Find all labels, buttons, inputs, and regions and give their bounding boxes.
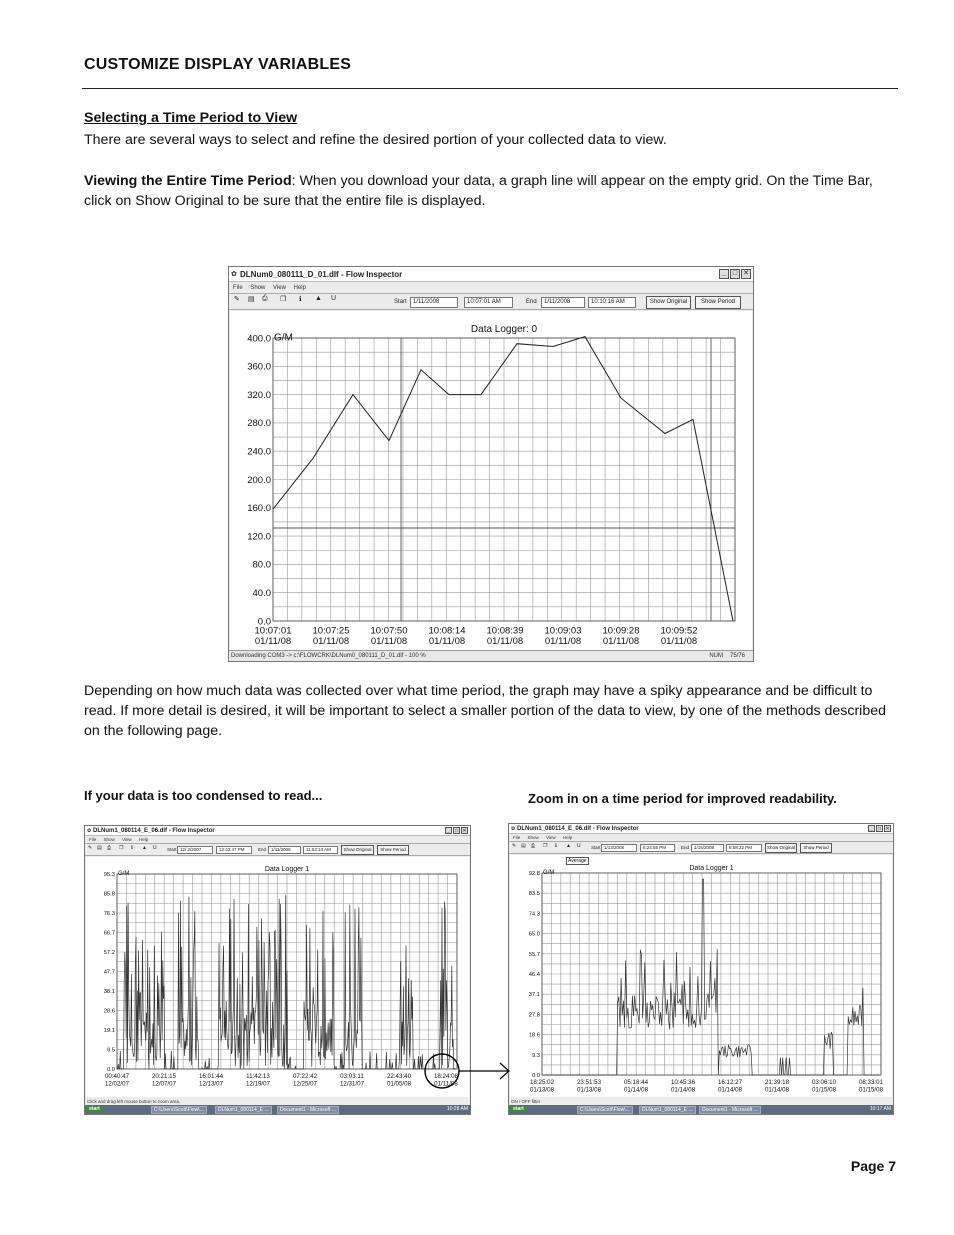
menu-view[interactable]: View bbox=[273, 285, 286, 291]
info-icon[interactable]: ℹ bbox=[131, 845, 133, 851]
x-tick-label: 01/13/08 bbox=[576, 1086, 602, 1094]
start-button[interactable]: start bbox=[86, 1106, 103, 1112]
app-icon: ✿ bbox=[87, 828, 92, 834]
x-tick-label: 01/11/08 bbox=[602, 636, 640, 647]
minimize-button[interactable]: _ bbox=[868, 825, 875, 832]
copy-icon[interactable]: ❐ bbox=[119, 845, 124, 851]
close-button[interactable]: ✕ bbox=[741, 269, 751, 279]
show-original-button[interactable]: Show Original bbox=[341, 845, 374, 855]
x-tick-label: 10:07:50 bbox=[370, 625, 408, 637]
title-bar bbox=[85, 826, 470, 836]
time-toolbar bbox=[509, 841, 893, 854]
y-tick-label: 57.2 bbox=[103, 950, 115, 957]
menu-bar bbox=[509, 834, 893, 841]
zoomed-flow-inspector-window bbox=[508, 823, 894, 1115]
end-date-field[interactable]: 1/11/2008 bbox=[268, 846, 301, 854]
y-tick-label: 360.0 bbox=[247, 361, 271, 373]
y-tick-label: 0.0 bbox=[531, 1073, 540, 1080]
x-tick-label: 12/31/07 bbox=[339, 1080, 365, 1088]
zoomed-chart[interactable] bbox=[510, 855, 892, 1097]
x-tick-label: 01/11/08 bbox=[312, 636, 350, 647]
condensed-chart-area[interactable] bbox=[86, 857, 469, 1097]
y-axis-label: G/M bbox=[274, 332, 293, 344]
show-period-button[interactable]: Show Period bbox=[800, 843, 832, 853]
y-tick-label: 55.7 bbox=[528, 951, 540, 958]
menu-file[interactable]: File bbox=[89, 837, 97, 842]
x-tick-label: 10:08:39 bbox=[486, 625, 524, 637]
close-button[interactable]: ✕ bbox=[462, 828, 467, 834]
y-tick-label: 9.5 bbox=[106, 1047, 115, 1054]
maximize-button[interactable]: □ bbox=[730, 269, 740, 279]
start-time-field[interactable]: 12:43:47 PM bbox=[216, 846, 252, 854]
x-tick-label: 01/15/08 bbox=[811, 1086, 837, 1094]
status-text: Click and drag left mouse button to zoom area. bbox=[87, 1099, 181, 1104]
viewing-entire-paragraph bbox=[84, 171, 896, 211]
status-text: Downloading COM3 -> c:\FLOWCRK\DLNum0_080111_D_01.dlf - 100 % bbox=[231, 653, 426, 659]
start-label: Start bbox=[591, 845, 601, 850]
y-tick-label: 18.6 bbox=[528, 1032, 540, 1039]
taskbar-clock: 10:28 AM bbox=[446, 1106, 468, 1112]
heading-rule bbox=[82, 88, 898, 89]
maximize-button[interactable]: □ bbox=[454, 828, 459, 834]
end-time-field[interactable]: 10:10:16 AM bbox=[588, 297, 636, 308]
y-tick-label: 46.4 bbox=[528, 972, 540, 979]
x-tick-label: 10:45:36 bbox=[670, 1079, 696, 1087]
menu-file[interactable]: File bbox=[233, 285, 243, 291]
print-icon[interactable]: ⎙ bbox=[262, 295, 268, 302]
page-heading: CUSTOMIZE DISPLAY VARIABLES bbox=[84, 56, 352, 73]
condensed-chart[interactable] bbox=[86, 857, 469, 1097]
condensed-flow-inspector-window bbox=[84, 825, 471, 1115]
x-tick-label: 12/25/07 bbox=[292, 1080, 318, 1088]
status-text: ON / OFF filter bbox=[511, 1099, 541, 1104]
taskbar bbox=[509, 1105, 893, 1114]
start-date-field[interactable]: 12/ 2/2007 bbox=[177, 846, 213, 854]
y-tick-label: 120.0 bbox=[247, 531, 271, 543]
y-tick-label: 40.0 bbox=[252, 588, 271, 600]
x-tick-label: 01/11/08 bbox=[254, 636, 292, 647]
y-tick-label: 80.0 bbox=[252, 559, 271, 571]
x-tick-label: 01/14/08 bbox=[717, 1086, 743, 1094]
minimize-button[interactable]: _ bbox=[719, 269, 729, 279]
print-icon[interactable]: ⎙ bbox=[107, 845, 112, 851]
info-icon[interactable]: ℹ bbox=[555, 843, 557, 849]
x-tick-label: 16:12:27 bbox=[717, 1079, 743, 1087]
end-date-field[interactable]: 1/11/2008 bbox=[541, 297, 585, 308]
menu-bar bbox=[229, 283, 753, 293]
chart-title: Data Logger 1 bbox=[264, 866, 310, 873]
x-tick-label: 03:06:10 bbox=[811, 1079, 837, 1087]
x-tick-label: 23:51:53 bbox=[576, 1079, 602, 1087]
y-tick-label: 320.0 bbox=[247, 389, 271, 401]
menu-bar bbox=[85, 836, 470, 843]
record-count: 75/76 bbox=[729, 653, 745, 659]
unit-icon[interactable]: U bbox=[331, 295, 337, 302]
time-toolbar bbox=[85, 843, 470, 856]
y-tick-label: 85.8 bbox=[103, 891, 115, 898]
taskbar bbox=[85, 1105, 470, 1114]
unit-icon[interactable]: U bbox=[153, 845, 157, 851]
end-time-field[interactable]: 8:58:22 PM bbox=[726, 844, 762, 852]
x-tick-label: 21:39:18 bbox=[764, 1079, 790, 1087]
start-time-field[interactable]: 10:07:01 AM bbox=[464, 297, 513, 308]
caption-left: If your data is too condensed to read... bbox=[84, 788, 323, 803]
main-chart-area[interactable] bbox=[230, 311, 752, 650]
copy-icon[interactable]: ❐ bbox=[280, 296, 287, 303]
menu-view[interactable]: View bbox=[122, 837, 132, 842]
print-icon[interactable]: ⎙ bbox=[531, 843, 536, 849]
start-date-field[interactable]: 1/11/2008 bbox=[410, 297, 458, 308]
show-period-button[interactable]: Show Period bbox=[695, 296, 741, 309]
y-tick-label: 19.1 bbox=[103, 1028, 115, 1035]
x-tick-label: 01/11/08 bbox=[660, 636, 698, 647]
x-tick-label: 01/15/08 bbox=[858, 1086, 884, 1094]
menu-show[interactable]: Show bbox=[103, 837, 115, 842]
y-tick-label: 37.1 bbox=[528, 992, 540, 999]
y-tick-label: 240.0 bbox=[247, 446, 271, 458]
start-button[interactable]: start bbox=[510, 1106, 527, 1112]
x-tick-label: 18:25:02 bbox=[529, 1079, 555, 1087]
minimize-button[interactable]: _ bbox=[445, 827, 452, 834]
title-bar bbox=[509, 824, 893, 834]
x-tick-label: 12/19/07 bbox=[245, 1080, 271, 1088]
x-tick-label: 01/11/08 bbox=[428, 636, 466, 647]
end-label: End bbox=[526, 299, 537, 305]
close-button[interactable]: ✕ bbox=[885, 826, 890, 832]
x-tick-label: 11:42:13 bbox=[246, 1073, 270, 1081]
y-tick-label: 83.5 bbox=[528, 891, 540, 898]
menu-help[interactable]: Help bbox=[293, 285, 306, 291]
arrow-icon[interactable]: ▲ bbox=[315, 295, 322, 302]
x-tick-label: 10:07:25 bbox=[312, 625, 350, 637]
wrench-icon[interactable]: ✎ bbox=[88, 845, 93, 851]
open-icon[interactable]: ▤ bbox=[521, 843, 526, 849]
y-axis-label: G/M bbox=[118, 871, 130, 878]
y-tick-label: 65.0 bbox=[528, 931, 540, 938]
chart-title: Data Logger 1 bbox=[689, 865, 734, 872]
main-chart[interactable] bbox=[230, 311, 752, 650]
maximize-button[interactable]: □ bbox=[877, 826, 882, 832]
main-flow-inspector-window bbox=[228, 266, 754, 662]
y-tick-label: 66.7 bbox=[103, 930, 115, 937]
x-tick-label: 07:22:42 bbox=[292, 1073, 318, 1081]
app-icon: ✿ bbox=[511, 826, 516, 832]
end-time-field[interactable]: 11:53:10 AM bbox=[303, 846, 338, 854]
taskbar-item[interactable]: DLNum1_080114_E ... bbox=[639, 1106, 696, 1114]
info-icon[interactable]: ℹ bbox=[299, 296, 302, 303]
data-series-line bbox=[117, 895, 456, 1069]
y-tick-label: 76.3 bbox=[103, 911, 115, 918]
arrow-icon[interactable]: ▲ bbox=[566, 843, 571, 849]
y-tick-label: 200.0 bbox=[247, 474, 271, 486]
viewing-entire-label: Viewing the Entire Time Period bbox=[84, 173, 292, 189]
x-tick-label: 10:09:52 bbox=[660, 625, 698, 637]
x-tick-label: 10:08:14 bbox=[428, 625, 466, 637]
status-bar bbox=[229, 650, 753, 661]
x-tick-label: 12/07/07 bbox=[151, 1080, 177, 1088]
data-series-line bbox=[542, 879, 880, 1075]
y-tick-label: 400.0 bbox=[247, 333, 271, 345]
menu-show[interactable]: Show bbox=[527, 835, 539, 840]
window-title: DLNum1_080114_E_06.dlf - Flow Inspector bbox=[517, 826, 639, 832]
x-tick-label: 01/14/08 bbox=[623, 1086, 649, 1094]
taskbar-item[interactable]: DLNum1_080114_E ... bbox=[215, 1106, 272, 1114]
end-date-field[interactable]: 1/15/2008 bbox=[691, 844, 724, 852]
start-date-field[interactable]: 1/13/2008 bbox=[601, 844, 637, 852]
y-tick-label: 92.8 bbox=[528, 871, 540, 878]
title-bar bbox=[229, 267, 753, 282]
x-tick-label: 18:24:08 bbox=[433, 1073, 459, 1081]
y-tick-label: 0.0 bbox=[106, 1067, 115, 1074]
zoomed-chart-area[interactable] bbox=[510, 855, 892, 1097]
taskbar-item[interactable]: Document1 - Microsoft ... bbox=[699, 1106, 761, 1114]
x-tick-label: 01/11/08 bbox=[370, 636, 408, 647]
zoom-indicator bbox=[420, 1045, 515, 1095]
open-icon[interactable]: ▤ bbox=[97, 845, 102, 851]
taskbar-clock: 10:17 AM bbox=[869, 1106, 891, 1112]
taskbar-item[interactable]: C:\Users\Scott\Flow\... bbox=[577, 1106, 633, 1114]
x-tick-label: 01/13/08 bbox=[529, 1086, 555, 1094]
x-tick-label: 10:09:28 bbox=[602, 625, 640, 637]
x-tick-label: 01/14/08 bbox=[670, 1086, 696, 1094]
window-title: DLNum0_080111_D_01.dlf - Flow Inspector bbox=[240, 270, 403, 279]
y-tick-label: 95.3 bbox=[103, 872, 115, 879]
intro-paragraph: There are several ways to select and refine the desired portion of your collected data to view. bbox=[84, 132, 667, 148]
end-label: End bbox=[258, 847, 267, 852]
num-lock-indicator: NUM bbox=[709, 653, 723, 659]
viewing-entire-text: : When you download your data, a graph line will appear on the empty grid. On the Time Bar, click on Show Original to be sure that the entire file is displayed. bbox=[84, 173, 873, 209]
x-tick-label: 20:21:15 bbox=[151, 1073, 177, 1081]
menu-file[interactable]: File bbox=[513, 835, 521, 840]
y-axis-label: G/M bbox=[543, 870, 555, 877]
y-tick-label: 47.7 bbox=[103, 969, 115, 976]
menu-help[interactable]: Help bbox=[139, 837, 149, 842]
x-tick-label: 01/11/08 bbox=[544, 636, 582, 647]
x-tick-label: 03:03:11 bbox=[340, 1073, 364, 1081]
difficulty-paragraph: Depending on how much data was collected over what time period, the graph may have a spiky appearance and be difficult to read. If more detail is desired, it will be important to select a smaller portion of the data to view, by one of the methods described on the following page. bbox=[84, 683, 887, 739]
start-label: Start bbox=[394, 299, 407, 305]
start-label: Start bbox=[167, 847, 177, 852]
end-label: End bbox=[681, 845, 690, 850]
x-tick-label: 12/02/07 bbox=[104, 1080, 130, 1088]
taskbar-item[interactable]: C:\Users\Scott\Flow\... bbox=[151, 1106, 207, 1114]
arrow-icon[interactable]: ▲ bbox=[142, 845, 147, 851]
chart-title: Data Logger: 0 bbox=[470, 324, 538, 335]
y-tick-label: 0.0 bbox=[257, 616, 271, 628]
wrench-icon[interactable]: ✎ bbox=[512, 843, 517, 849]
y-tick-label: 28.6 bbox=[103, 1008, 115, 1015]
menu-show[interactable]: Show bbox=[250, 285, 266, 291]
x-tick-label: 01/11/08 bbox=[434, 1080, 458, 1088]
taskbar-item[interactable]: Document1 - Microsoft ... bbox=[277, 1106, 339, 1114]
show-period-button[interactable]: Show Period bbox=[377, 845, 409, 855]
app-icon: ✿ bbox=[231, 271, 237, 278]
x-tick-label: 01/14/08 bbox=[764, 1086, 790, 1094]
menu-view[interactable]: View bbox=[546, 835, 556, 840]
menu-help[interactable]: Help bbox=[563, 835, 573, 840]
x-tick-label: 05:18:44 bbox=[623, 1079, 649, 1087]
x-tick-label: 01/05/08 bbox=[386, 1080, 412, 1088]
caption-right: Zoom in on a time period for improved readability. bbox=[528, 791, 837, 806]
unit-icon[interactable]: U bbox=[577, 843, 581, 849]
show-original-button[interactable]: Show Original bbox=[765, 843, 797, 853]
x-tick-label: 10:07:01 bbox=[254, 625, 292, 637]
y-tick-label: 160.0 bbox=[247, 503, 271, 515]
y-tick-label: 27.8 bbox=[528, 1012, 540, 1019]
x-tick-label: 08:33:01 bbox=[858, 1079, 884, 1087]
copy-icon[interactable]: ❐ bbox=[543, 843, 548, 849]
open-icon[interactable]: ▤ bbox=[248, 296, 255, 303]
start-time-field[interactable]: 6:24:55 PM bbox=[640, 844, 675, 852]
x-tick-label: 12/13/07 bbox=[198, 1080, 224, 1088]
x-tick-label: 00:40:47 bbox=[104, 1073, 130, 1081]
y-tick-label: 280.0 bbox=[247, 418, 271, 430]
y-tick-label: 38.1 bbox=[103, 989, 115, 996]
y-tick-label: 74.3 bbox=[528, 911, 540, 918]
x-tick-label: 16:01:44 bbox=[198, 1073, 224, 1081]
window-title: DLNum1_080114_E_06.dlf - Flow Inspector bbox=[93, 828, 215, 834]
zoom-circle bbox=[425, 1054, 459, 1088]
page-number: Page 7 bbox=[850, 1158, 896, 1174]
average-box[interactable]: Average bbox=[568, 858, 587, 864]
x-tick-label: 10:09:03 bbox=[544, 625, 582, 637]
x-tick-label: 01/11/08 bbox=[486, 636, 524, 647]
x-tick-label: 22:43:40 bbox=[386, 1073, 412, 1081]
show-original-button[interactable]: Show Original bbox=[646, 296, 691, 309]
time-toolbar bbox=[229, 293, 753, 310]
wrench-icon[interactable]: ✎ bbox=[234, 296, 240, 303]
section-subheading: Selecting a Time Period to View bbox=[84, 110, 298, 126]
y-tick-label: 9.3 bbox=[531, 1052, 540, 1059]
